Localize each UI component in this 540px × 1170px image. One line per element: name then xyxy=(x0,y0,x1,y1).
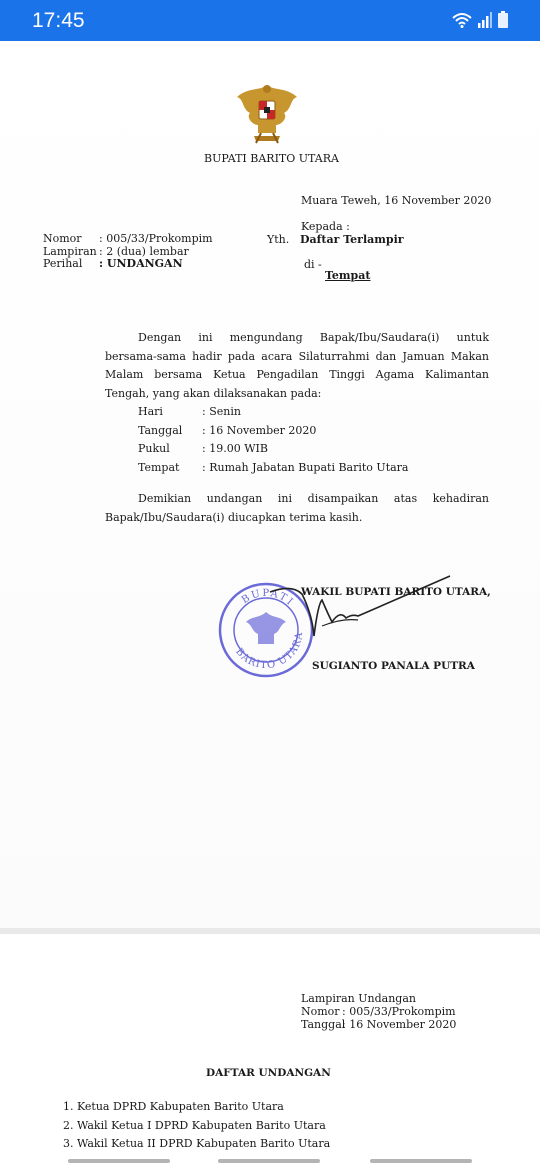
yth-value: Daftar Terlampir xyxy=(300,233,404,246)
wifi-icon xyxy=(452,12,472,28)
detail-tempat xyxy=(138,461,438,476)
detail-tempat-label: Tempat xyxy=(138,461,180,474)
attachment-nomor-value: : 005/33/Prokompim xyxy=(342,1005,456,1018)
stamp-text-top: BUPATI xyxy=(239,587,296,609)
page-indicator-1[interactable] xyxy=(68,1159,170,1163)
detail-tanggal-value: : 16 November 2020 xyxy=(202,424,317,437)
page-indicator-3[interactable] xyxy=(370,1159,472,1163)
letter-page xyxy=(0,41,540,930)
meta-nomor-label: Nomor xyxy=(43,232,82,245)
attachment-nomor xyxy=(301,1005,521,1019)
signature-icon xyxy=(262,574,452,644)
attachment-tanggal-label: Tanggal xyxy=(301,1018,346,1031)
yth-label: Yth. xyxy=(267,233,290,246)
list-item: 1. Ketua DPRD Kabupaten Barito Utara xyxy=(63,1100,284,1113)
garuda-emblem-icon xyxy=(234,81,300,147)
meta-perihal-label: Perihal xyxy=(43,257,83,270)
attachment-tanggal-value: : 16 November 2020 xyxy=(342,1018,457,1031)
stamp-text-bottom: BARITO UTARA xyxy=(233,630,306,672)
page-indicator-2[interactable] xyxy=(218,1159,320,1163)
detail-tempat-value: : Rumah Jabatan Bupati Barito Utara xyxy=(202,461,409,474)
letter-place-date: Muara Teweh, 16 November 2020 xyxy=(301,194,492,207)
meta-perihal xyxy=(43,257,243,271)
status-time: 17:45 xyxy=(32,9,85,32)
closing-paragraph-text: Demikian undangan ini disampaikan atas kehadiran Bapak/Ibu/Saudara(i) diucapkan terima kasih. xyxy=(105,492,489,524)
body-paragraph-text: Dengan ini mengundang Bapak/Ibu/Saudara(i) untuk bersama-sama hadir pada acara Silaturrahmi dan Jamuan Makan Malam bersama Ketua Pengadilan Tinggi Agama Kalimantan Tengah, yang akan dilaksanakan pada: xyxy=(105,331,489,400)
page-indicator[interactable] xyxy=(0,1156,540,1170)
attachment-nomor-label: Nomor xyxy=(301,1005,340,1018)
meta-lampiran-label: Lampiran xyxy=(43,245,97,258)
detail-hari-label: Hari xyxy=(138,405,163,418)
attachment-header: Lampiran Undangan xyxy=(301,992,416,1005)
detail-tanggal-label: Tanggal xyxy=(138,424,183,437)
detail-hari xyxy=(138,405,438,420)
meta-nomor xyxy=(43,232,243,246)
detail-pukul-label: Pukul xyxy=(138,442,170,455)
closing-paragraph xyxy=(105,490,489,527)
status-bar xyxy=(0,0,540,41)
di-label: di - xyxy=(304,258,322,271)
detail-hari-value: : Senin xyxy=(202,405,241,418)
letter-kepada: Kepada : xyxy=(301,220,350,233)
letter-issuer: BUPATI BARITO UTARA xyxy=(204,152,339,165)
detail-pukul-value: : 19.00 WIB xyxy=(202,442,268,455)
detail-pukul xyxy=(138,442,438,457)
meta-perihal-value: : UNDANGAN xyxy=(99,257,183,270)
list-item: 2. Wakil Ketua I DPRD Kabupaten Barito Utara xyxy=(63,1119,326,1132)
signer-title: WAKIL BUPATI BARITO UTARA, xyxy=(301,586,491,598)
meta-lampiran-value: : 2 (dua) lembar xyxy=(99,245,189,258)
status-icons xyxy=(452,11,508,28)
attachment-tanggal xyxy=(301,1018,521,1032)
meta-nomor-value: : 005/33/Prokompim xyxy=(99,232,213,245)
list-item: 3. Wakil Ketua II DPRD Kabupaten Barito Utara xyxy=(63,1137,331,1150)
body-paragraph xyxy=(105,329,489,403)
detail-tanggal xyxy=(138,424,438,439)
attachment-page xyxy=(0,934,540,1170)
tempat-heading: Tempat xyxy=(325,269,371,282)
signer-name: SUGIANTO PANALA PUTRA xyxy=(312,660,475,672)
attachment-title: DAFTAR UNDANGAN xyxy=(206,1067,331,1079)
battery-icon xyxy=(498,11,508,28)
signal-icon xyxy=(478,12,492,28)
